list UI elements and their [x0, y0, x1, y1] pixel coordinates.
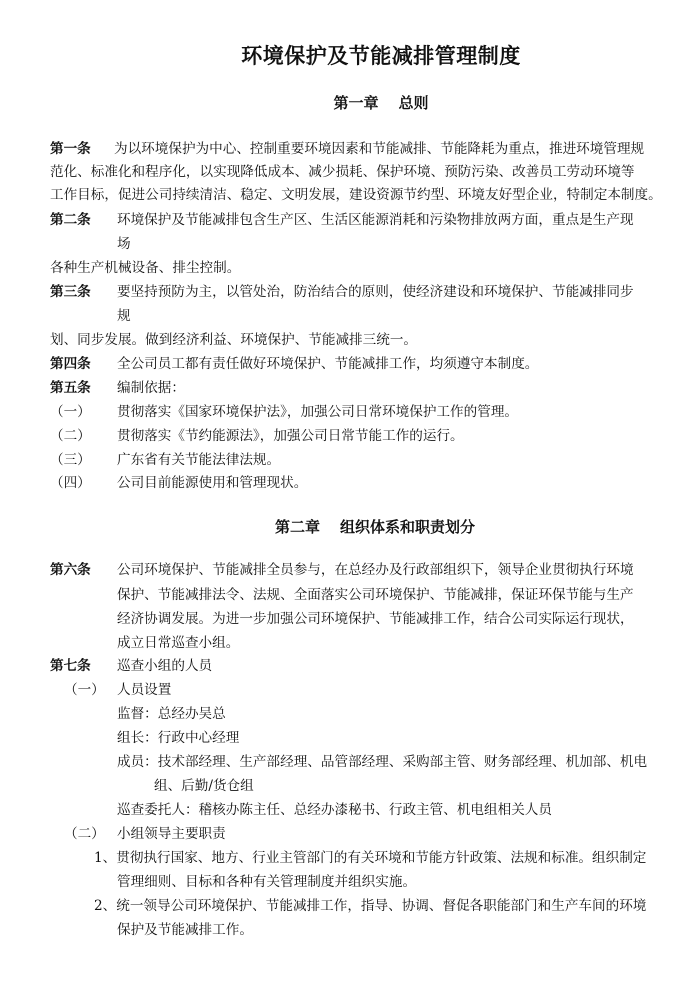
duty-1-line-1: 1、贯彻执行国家、地方、行业主管部门的有关环境和节能方针政策、法规和标准。组织制定	[94, 850, 647, 866]
leader-line: 组长：行政中心经理	[117, 730, 240, 746]
duty-2-line-2: 保护及节能减排工作。	[117, 922, 253, 938]
article-3-label: 第三条	[50, 284, 91, 300]
article-5-line-1: 编制依据：	[117, 380, 185, 396]
article-4-label: 第四条	[50, 356, 91, 372]
chapter-2-name: 组织体系和职责划分	[340, 518, 476, 536]
basis-item-2-text: 贯彻落实《节约能源法》，加强公司日常节能工作的运行。	[117, 428, 464, 444]
article-2-line-1: 环境保护及节能减排包含生产区、生活区能源消耗和污染物排放两方面，重点是生产现	[117, 212, 634, 228]
section-2-number: （二）	[64, 826, 105, 842]
article-3-line-3: 划、同步发展。做到经济利益、环境保护、节能减排三统一。	[50, 332, 418, 348]
section-2-title: 小组领导主要职责	[117, 826, 226, 842]
members-line-1: 成员：技术部经理、生产部经理、品管部经理、采购部主管、财务部经理、机加部、机电	[117, 754, 648, 770]
basis-item-1-number: （一）	[50, 404, 91, 420]
article-3-line-2: 规	[117, 308, 131, 324]
basis-item-4-text: 公司目前能源使用和管理现状。	[117, 475, 308, 491]
chapter-1-name: 总则	[398, 94, 429, 112]
article-1-line-1: 为以环境保护为中心、控制重要环境因素和节能减排、节能降耗为重点，推进环境管理规	[114, 141, 645, 157]
document-title: 环境保护及节能减排管理制度	[241, 43, 521, 68]
article-6-label: 第六条	[50, 562, 91, 578]
article-2-line-2: 场	[117, 236, 131, 252]
section-1-title: 人员设置	[117, 682, 172, 698]
basis-item-2-number: （二）	[50, 428, 91, 444]
section-1-number: （一）	[64, 682, 105, 698]
article-6-line-4: 成立日常巡查小组。	[117, 635, 240, 651]
basis-item-3-number: （三）	[50, 452, 91, 468]
chapter-1-label: 第一章	[333, 94, 379, 112]
article-1-line-3: 工作目标，促进公司持续清洁、稳定、文明发展，建设资源节约型、环境友好型企业，特制定本制度。	[50, 187, 662, 203]
article-6-line-1: 公司环境保护、节能减排全员参与，在总经办及行政部组织下，领导企业贯彻执行环境	[117, 562, 634, 578]
article-4-line-1: 全公司员工都有责任做好环境保护、节能减排工作，均须遵守本制度。	[117, 356, 539, 372]
article-6-line-2: 保护、节能减排法令、法规、全面落实公司环境保护、节能减排，保证环保节能与生产	[117, 587, 634, 603]
duty-2-line-1: 2、统一领导公司环境保护、节能减排工作，指导、协调、督促各职能部门和生产车间的环境	[94, 898, 647, 914]
chapter-2-label: 第二章	[274, 518, 320, 536]
article-6-line-3: 经济协调发展。为进一步加强公司环境保护、节能减排工作，结合公司实际运行现状，	[117, 611, 634, 627]
supervisor-line: 监督：总经办吴总	[117, 706, 226, 722]
article-5-label: 第五条	[50, 380, 91, 396]
article-2-line-3: 各种生产机械设备、排尘控制。	[50, 260, 241, 276]
article-1-label: 第一条	[50, 141, 91, 157]
article-7-label: 第七条	[50, 658, 91, 674]
members-line-2: 组、后勤/货仓组	[154, 778, 254, 794]
article-1-line-2: 范化、标准化和程序化，以实现降低成本、减少损耗、保护环境、预防污染、改善员工劳动环境等	[50, 164, 635, 180]
basis-item-1-text: 贯彻落实《国家环境保护法》，加强公司日常环境保护工作的管理。	[117, 404, 519, 420]
duty-1-line-2: 管理细则、目标和各种有关管理制度并组织实施。	[117, 874, 417, 890]
chapter-1-heading	[0, 92, 700, 113]
basis-item-4-number: （四）	[50, 475, 91, 491]
delegates-line: 巡查委托人：稽核办陈主任、总经办漆秘书、行政主管、机电组相关人员	[117, 802, 552, 818]
basis-item-3-text: 广东省有关节能法律法规。	[117, 452, 281, 468]
article-7-line-1: 巡查小组的人员	[117, 658, 213, 674]
chapter-2-heading	[0, 516, 700, 537]
article-3-line-1: 要坚持预防为主，以管处治，防治结合的原则，使经济建设和环境保护、节能减排同步	[117, 284, 634, 300]
article-2-label: 第二条	[50, 212, 91, 228]
